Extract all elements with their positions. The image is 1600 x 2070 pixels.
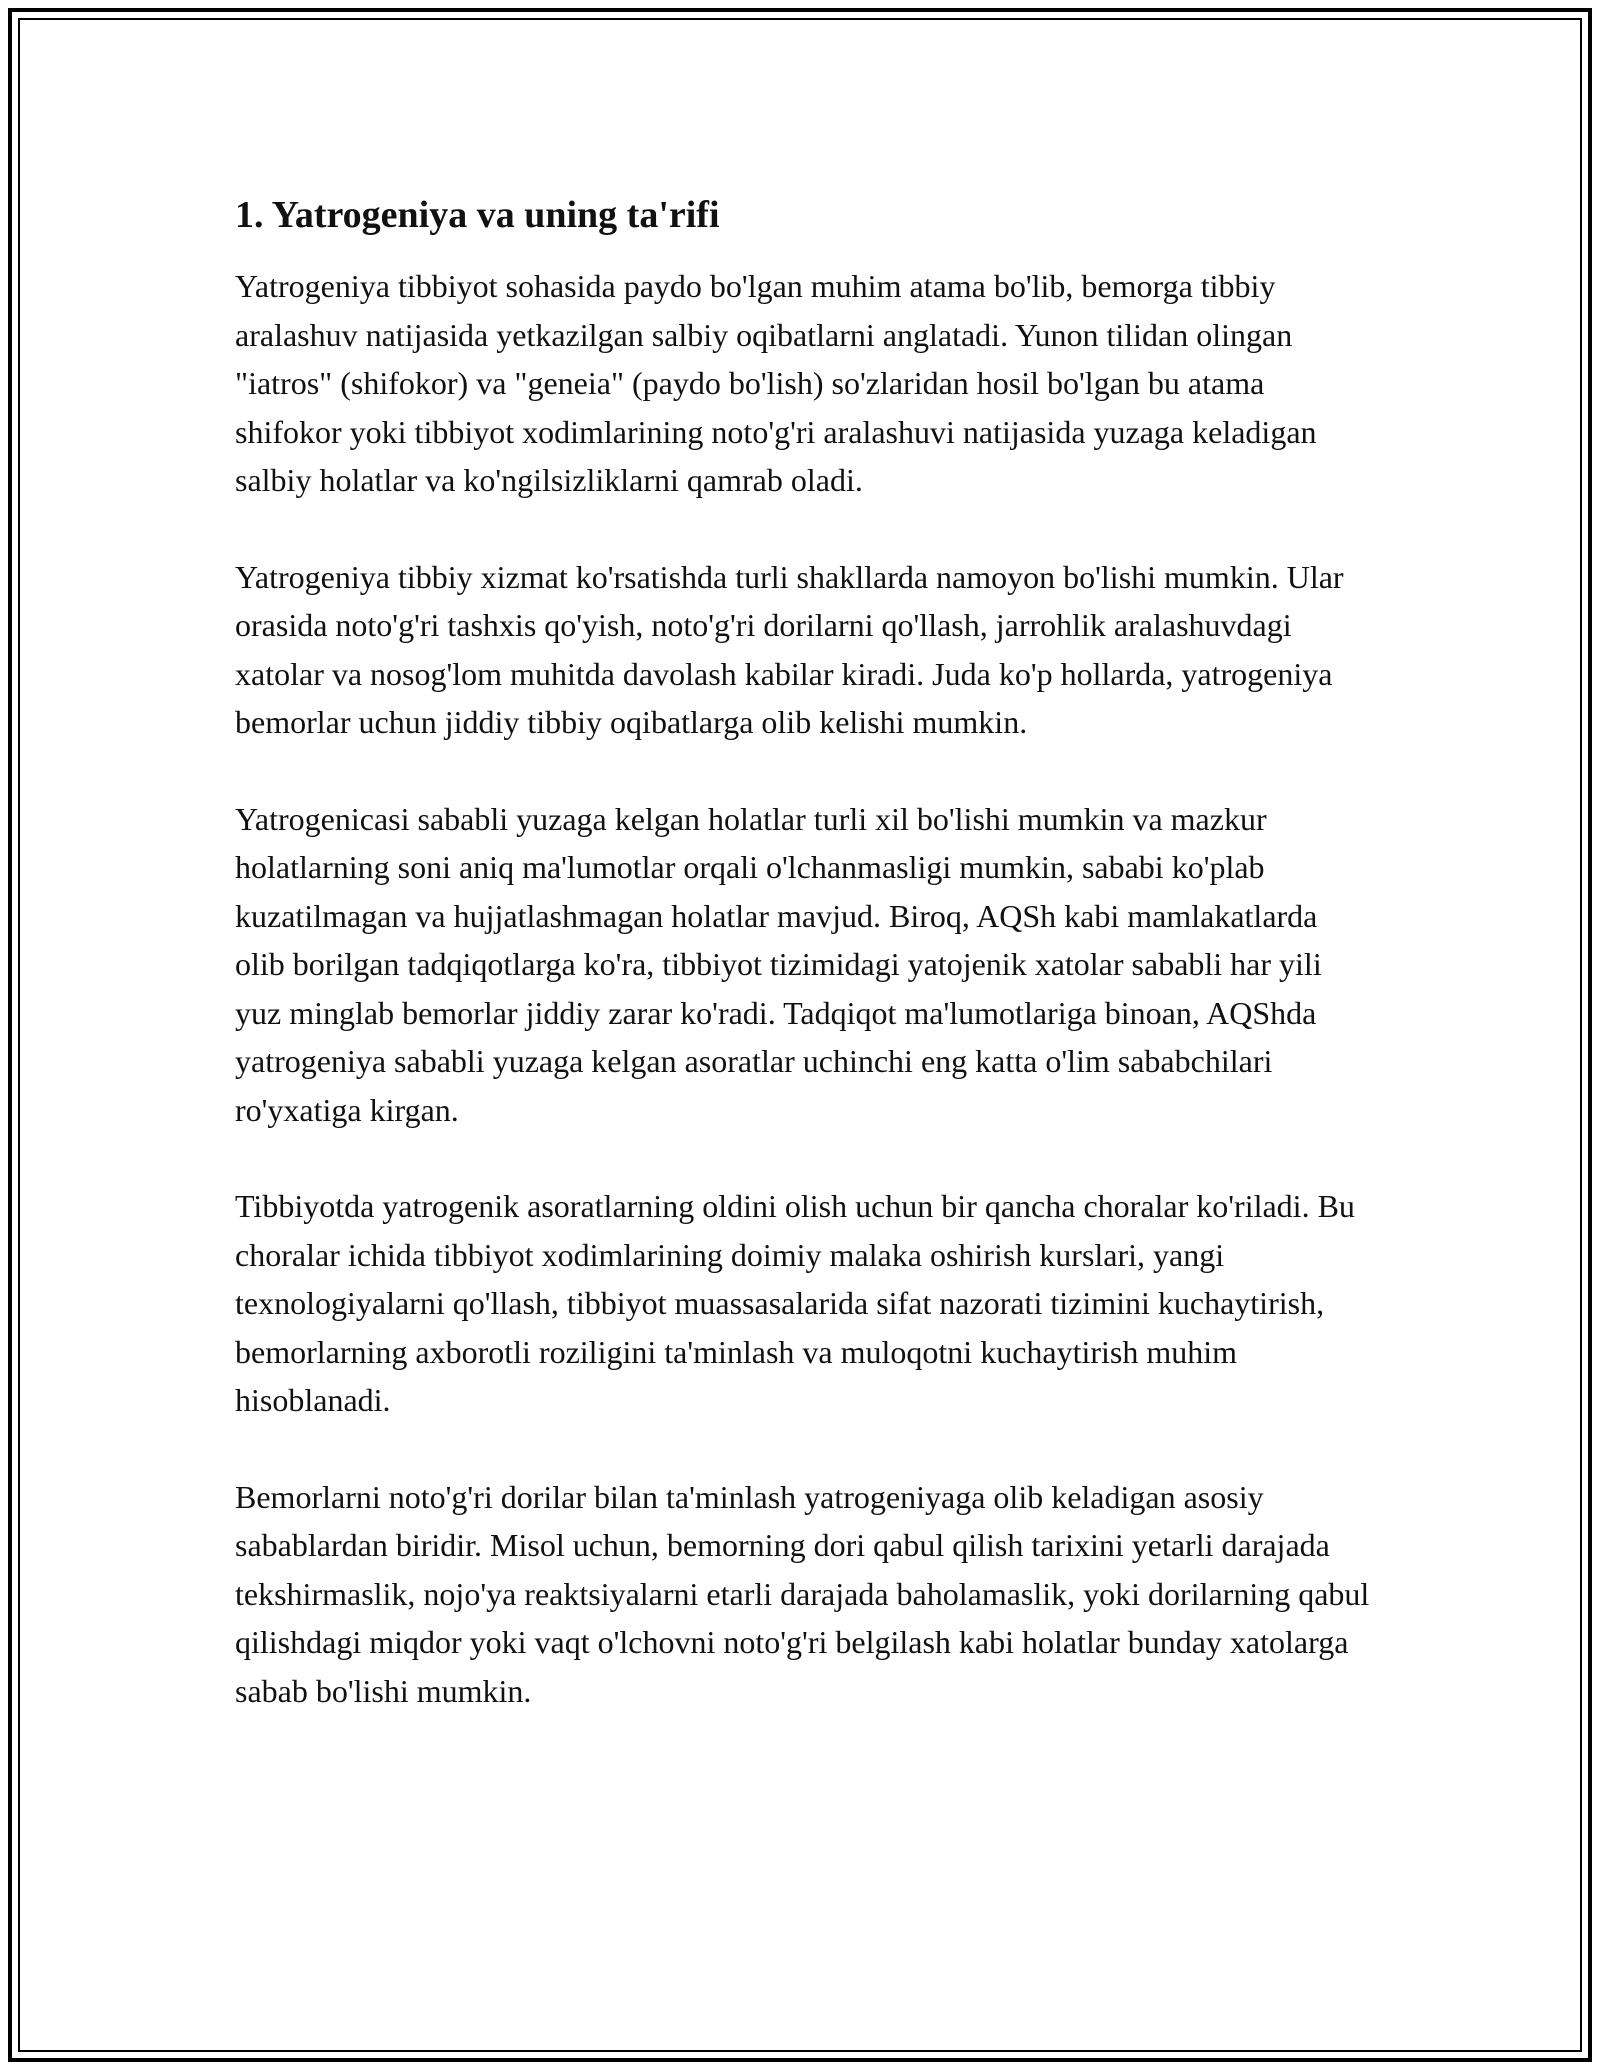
section-heading: 1. Yatrogeniya va uning ta'rifi (235, 194, 720, 236)
paragraph-prevention: Tibbiyotda yatrogenik asoratlarning oldini olish uchun bir qancha choralar ko'riladi. Bu choralar ichida tibbiyot xodimlarining doimiy malaka oshirish kurslari, yangi texnologiyalarni qo'llash, tibbiyot muassasalarida sifat nazorati tizimini kuchaytirish, bemorlarning axborotli roziligini ta'minlash va muloqotni kuchaytirish muhim hisoblanadi. (235, 1188, 1355, 1418)
paragraph-forms: Yatrogeniya tibbiy xizmat ko'rsatishda turli shakllarda namoyon bo'lishi mumkin. Ular orasida noto'g'ri tashxis qo'yish, noto'g'ri dorilarni qo'llash, jarrohlik aralashuvdagi xatolar va nosog'lom muhitda davolash kabilar kiradi. Juda ko'p hollarda, yatrogeniya bemorlar uchun jiddiy tibbiy oqibatlarga olib kelishi mumkin. (235, 558, 1344, 740)
paragraph-definition: Yatrogeniya tibbiyot sohasida paydo bo'lgan muhim atama bo'lib, bemorga tibbiy aralashuv natijasida yetkazilgan salbiy oqibatlarni anglatadi. Yunon tilidan olingan "iatros" (shifokor) va "geneia" (paydo bo'lish) so'zlaridan hosil bo'lgan bu atama shifokor yoki tibbiyot xodimlarining noto'g'ri aralashuvi natijasida yuzaga keladigan salbiy holatlar va ko'ngilsizliklarni qamrab oladi. (235, 268, 1317, 498)
document-body (235, 190, 1375, 1763)
paragraph-medication-errors: Bemorlarni noto'g'ri dorilar bilan ta'minlash yatrogeniyaga olib keladigan asosiy sabablardan biridir. Misol uchun, bemorning dori qabul qilish tarixini yetarli darajada tekshirmaslik, nojo'ya reaktsiyalarni etarli darajada baholamaslik, yoki dorilarning qabul qilishdagi miqdor yoki vaqt o'lchovni noto'g'ri belgilash kabi holatlar bunday xatolarga sabab bo'lishi mumkin. (235, 1478, 1370, 1709)
paragraph-statistics: Yatrogenicasi sababli yuzaga kelgan holatlar turli xil bo'lishi mumkin va mazkur holatlarning soni aniq ma'lumotlar orqali o'lchanmasligi mumkin, sababi ko'plab kuzatilmagan va hujjatlashmagan holatlar mavjud. Biroq, AQSh kabi mamlakatlarda olib borilgan tadqiqotlarga ko'ra, tibbiyot tizimidagi yatojenik xatolar sababli har yili yuz minglab bemorlar jiddiy zarar ko'radi. Tadqiqot ma'lumotlariga binoan, AQShda yatrogeniya sababli yuzaga kelgan asoratlar uchinchi eng katta o'lim sababchilari ro'yxatiga kirgan. (235, 800, 1322, 1128)
